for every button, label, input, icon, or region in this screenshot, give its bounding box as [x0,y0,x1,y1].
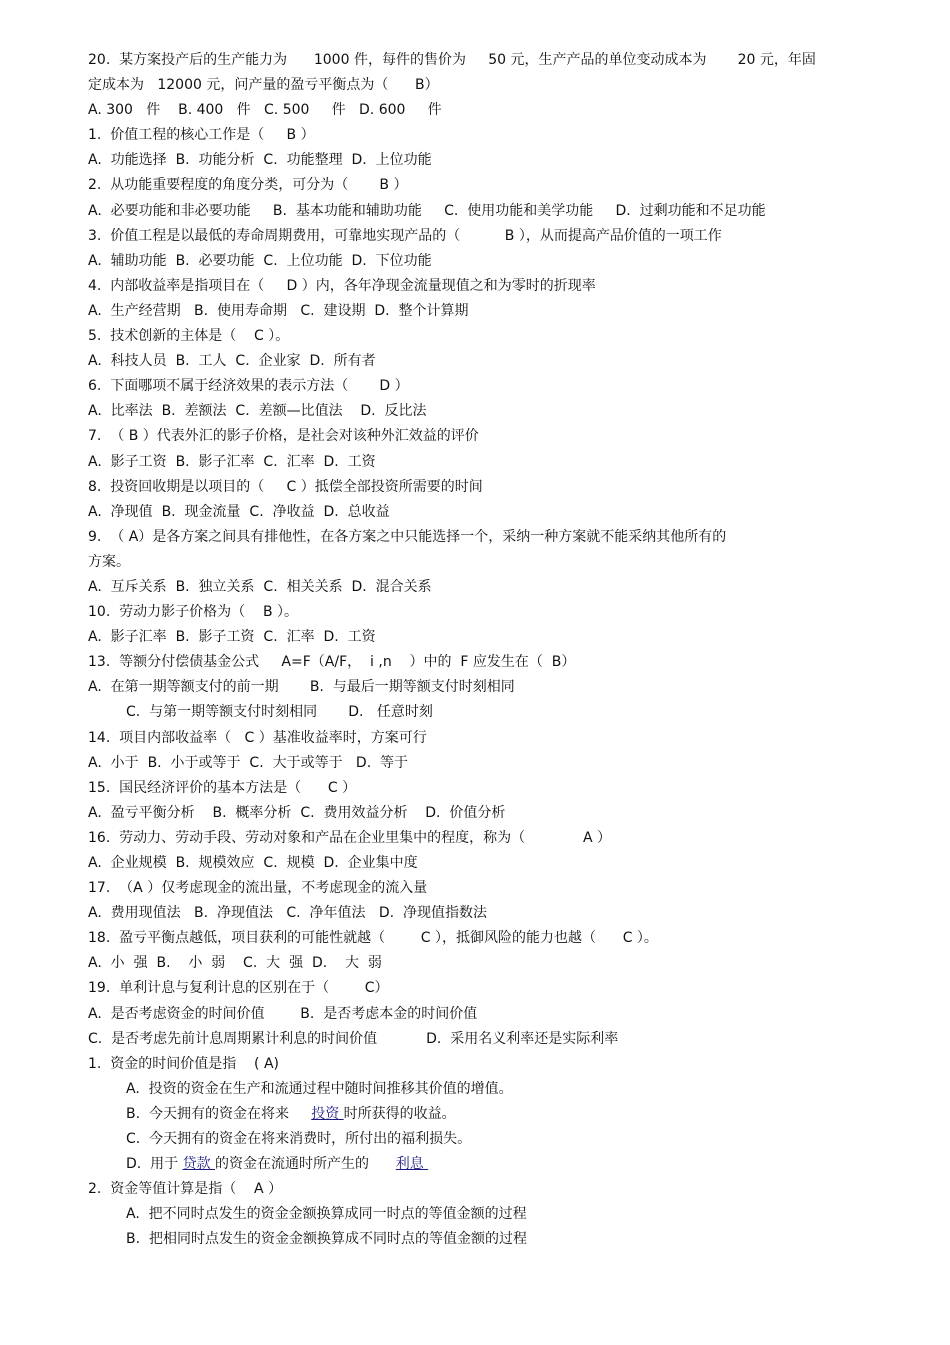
text-line: 18. 盈亏平衡点越低，项目获利的可能性就越（ C ），抵御风险的能力也越（ C ）。 [88,930,658,947]
text-line: A. 费用现值法 B. 净现值法 C. 净年值法 D. 净现值指数法 [88,905,487,922]
text-segment: D. 用于 [126,1156,183,1173]
text-line: A. 在第一期等额支付的前一期 B. 与最后一期等额支付时刻相同 [88,679,515,696]
exam-document [88,48,858,1253]
text-line: 2. 资金等值计算是指（ A ） [88,1181,283,1198]
text-line: 9. （ A）是各方案之间具有排他性，在各方案之中只能选择一个，采纳一种方案就不能采纳其他所有的 [88,528,727,545]
text-line: 1. 资金的时间价值是指 ( A) [88,1055,280,1072]
text-line: C. 是否考虑先前计息周期累计利息的时间价值 D. 采用名义利率还是实际利率 [88,1030,619,1047]
text-segment: 时所获得的收益。 [343,1105,456,1122]
text-line: A. 是否考虑资金的时间价值 B. 是否考虑本金的时间价值 [88,1005,478,1022]
text-line: A. 盈亏平衡分析 B. 概率分析 C. 费用效益分析 D. 价值分析 [88,804,506,821]
term-link[interactable]: 利息 [395,1156,429,1173]
text-line: 方案。 [88,553,130,570]
text-line: A. 影子汇率 B. 影子工资 C. 汇率 D. 工资 [88,629,376,646]
text-line: A. 功能选择 B. 功能分析 C. 功能整理 D. 上位功能 [88,152,432,169]
text-line: 19. 单利计息与复利计息的区别在于（ C） [88,980,389,997]
term-link[interactable]: 贷款 [182,1156,216,1173]
text-line: C. 与第一期等额支付时刻相同 D. 任意时刻 [126,704,433,721]
text-line: 6. 下面哪项不属于经济效果的表示方法（ D ） [88,378,409,395]
text-segment: B. 今天拥有的资金在将来 [126,1105,312,1122]
text-line: 3. 价值工程是以最低的寿命周期费用，可靠地实现产品的（ B ），从而提高产品价值的一项工作 [88,227,722,244]
text-line: 13. 等额分付偿债基金公式 A=F（A/F， i ,n ）中的 F 应发生在（ B） [88,654,576,671]
text-line: B. 把相同时点发生的资金金额换算成不同时点的等值金额的过程 [126,1231,527,1248]
text-line: A. 300 件 B. 400 件 C. 500 件 D. 600 件 [88,102,442,119]
text-line: 1. 价值工程的核心工作是（ B ） [88,127,315,144]
text-line: A. 小于 B. 小于或等于 C. 大于或等于 D. 等于 [88,754,409,771]
text-line: 16. 劳动力、劳动手段、劳动对象和产品在企业里集中的程度，称为（ A ） [88,829,612,846]
text-line: C. 今天拥有的资金在将来消费时，所付出的福利损失。 [126,1131,472,1148]
text-line [88,1152,858,1177]
text-line: A. 生产经营期 B. 使用寿命期 C. 建设期 D. 整个计算期 [88,302,469,319]
text-line: A. 比率法 B. 差额法 C. 差额—比值法 D. 反比法 [88,403,427,420]
text-line: A. 辅助功能 B. 必要功能 C. 上位功能 D. 下位功能 [88,252,432,269]
text-line: A. 互斥关系 B. 独立关系 C. 相关关系 D. 混合关系 [88,578,432,595]
text-line: 5. 技术创新的主体是（ C ）。 [88,328,290,345]
text-line: A. 必要功能和非必要功能 B. 基本功能和辅助功能 C. 使用功能和美学功能 D. 过剩功能和不足功能 [88,202,766,219]
text-line: 4. 内部收益率是指项目在（ D ）内，各年净现金流量现值之和为零时的折现率 [88,277,596,294]
text-line: 10. 劳动力影子价格为（ B ）。 [88,604,299,621]
text-line: 14. 项目内部收益率（ C ）基准收益率时，方案可行 [88,729,427,746]
text-line: A. 影子工资 B. 影子汇率 C. 汇率 D. 工资 [88,453,376,470]
text-line: A. 把不同时点发生的资金金额换算成同一时点的等值金额的过程 [126,1206,527,1223]
text-line: 15. 国民经济评价的基本方法是（ C ） [88,779,357,796]
text-line: A. 投资的资金在生产和流通过程中随时间推移其价值的增值。 [126,1080,513,1097]
text-line: A. 科技人员 B. 工人 C. 企业家 D. 所有者 [88,353,376,370]
term-link[interactable]: 投资 [311,1105,344,1122]
text-line: 17. （A ）仅考虑现金的流出量，不考虑现金的流入量 [88,880,428,897]
text-line [88,1102,858,1127]
text-line: A. 净现值 B. 现金流量 C. 净收益 D. 总收益 [88,503,390,520]
text-line: 2. 从功能重要程度的角度分类，可分为（ B ） [88,177,408,194]
text-line: A. 小 强 B. 小 弱 C. 大 强 D. 大 弱 [88,955,382,972]
text-line: 7. （ B ）代表外汇的影子价格，是社会对该种外汇效益的评价 [88,428,479,445]
text-line: A. 企业规模 B. 规模效应 C. 规模 D. 企业集中度 [88,855,418,871]
text-line: 8. 投资回收期是以项目的（ C ）抵偿全部投资所需要的时间 [88,478,483,495]
text-segment: 的资金在流通时所产生的 [215,1156,396,1173]
text-line: 20. 某方案投产后的生产能力为 1000 件，每件的售价为 50 元，生产产品的单位变动成本为 20 元，年固 [88,52,816,68]
text-line: 定成本为 12000 元，问产量的盈亏平衡点为（ B） [88,77,439,94]
